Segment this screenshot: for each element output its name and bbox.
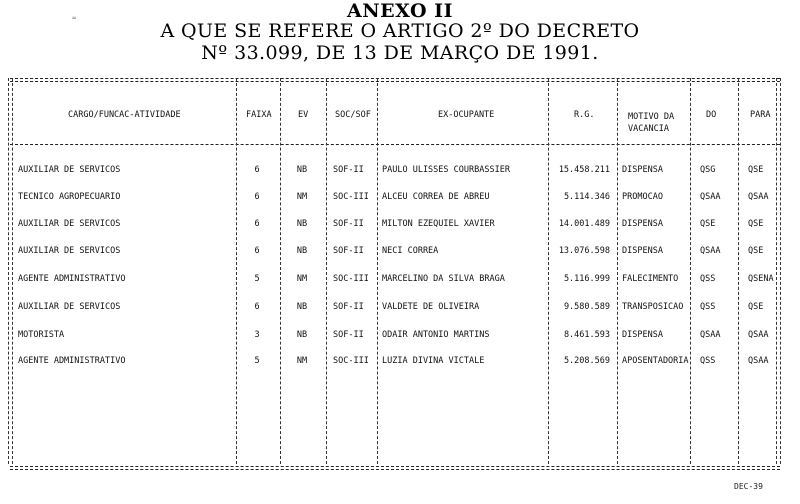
do-cell: QSS: [700, 356, 716, 366]
cargo-cell: MOTORISTA: [18, 330, 65, 340]
ex-ocupante-cell: LUZIA DIVINA VICTALE: [382, 356, 485, 366]
scan-mark: ≈: [72, 14, 77, 22]
table-row: [0, 165, 800, 179]
do-cell: QSAA: [700, 246, 721, 256]
table-bottom-border-inner: [10, 469, 780, 470]
table-row: [0, 330, 800, 344]
column-divider-para: [738, 78, 739, 464]
rg-cell: 5.116.999: [563, 274, 610, 284]
ex-ocupante-cell: PAULO ULISSES COURBASSIER: [382, 165, 510, 175]
motivo-cell: PROMOCAO: [622, 192, 663, 202]
header-do: DO: [706, 110, 717, 120]
column-divider-ev: [280, 78, 281, 464]
cargo-cell: AGENTE ADMINISTRATIVO: [18, 274, 126, 284]
ex-ocupante-cell: ODAIR ANTONIO MARTINS: [382, 330, 490, 340]
header-motivo: MOTIVO DA VACANCIA: [628, 112, 675, 134]
header-faixa: FAIXA: [246, 110, 272, 120]
ex-ocupante-cell: VALDETE DE OLIVEIRA: [382, 302, 480, 312]
table-row: [0, 219, 800, 233]
ev-cell: NM: [296, 274, 308, 284]
column-divider-soc: [326, 78, 327, 464]
header-rg: R.G.: [574, 110, 595, 120]
column-divider-faixa: [236, 78, 237, 464]
motivo-cell: APOSENTADORIA: [622, 356, 689, 366]
cargo-cell: TECNICO AGROPECUARIO: [18, 192, 121, 202]
column-divider-left: [8, 78, 13, 464]
table-bottom-border: [10, 466, 780, 467]
rg-cell: 5.114.346: [563, 192, 610, 202]
motivo-cell: TRANSPOSICAO: [622, 302, 684, 312]
header-ev: EV: [298, 110, 309, 120]
motivo-cell: DISPENSA: [622, 219, 663, 229]
ex-ocupante-cell: NECI CORREA: [382, 246, 439, 256]
table-top-border-inner: [10, 81, 780, 82]
header-cargo: CARGO/FUNCAC-ATIVIDADE: [68, 110, 181, 120]
annex-title: ANEXO II: [347, 0, 453, 22]
rg-cell: 15.458.211: [558, 165, 610, 175]
ev-cell: NB: [296, 219, 308, 229]
para-cell: QSAA: [748, 330, 769, 340]
header-ex-ocupante: EX-OCUPANTE: [438, 110, 495, 120]
ev-cell: NB: [296, 246, 308, 256]
motivo-cell: DISPENSA: [622, 246, 663, 256]
ev-cell: NB: [296, 165, 308, 175]
para-cell: QSENA: [748, 274, 774, 284]
ev-cell: NM: [296, 356, 308, 366]
rg-cell: 14.001.489: [558, 219, 610, 229]
cargo-cell: AGENTE ADMINISTRATIVO: [18, 356, 126, 366]
faixa-cell: 6: [254, 192, 260, 202]
soc-cell: SOF-II: [333, 219, 364, 229]
soc-cell: SOC-III: [333, 192, 369, 202]
motivo-cell: FALECIMENTO: [622, 274, 679, 284]
rg-cell: 13.076.598: [558, 246, 610, 256]
annex-subtitle: A QUE SE REFERE O ARTIGO 2º DO DECRETO: [160, 20, 640, 42]
document-code: DEC-39: [734, 482, 763, 491]
table-row: [0, 192, 800, 206]
do-cell: QSS: [700, 274, 716, 284]
soc-cell: SOF-II: [333, 330, 364, 340]
column-divider-do: [690, 78, 691, 464]
decree-reference: Nº 33.099, DE 13 DE MARÇO DE 1991.: [201, 42, 599, 64]
cargo-cell: AUXILIAR DE SERVICOS: [18, 302, 121, 312]
soc-cell: SOF-II: [333, 165, 364, 175]
table-row: [0, 274, 800, 288]
para-cell: QSE: [748, 302, 764, 312]
column-divider-rg: [548, 78, 549, 464]
ev-cell: NB: [296, 330, 308, 340]
table-top-border: [10, 78, 780, 79]
column-divider-right: [776, 78, 781, 464]
para-cell: QSAA: [748, 192, 769, 202]
ev-cell: NB: [296, 302, 308, 312]
table-row: [0, 302, 800, 316]
do-cell: QSG: [700, 165, 716, 175]
soc-cell: SOF-II: [333, 246, 364, 256]
ev-cell: NM: [296, 192, 308, 202]
do-cell: QSAA: [700, 192, 721, 202]
column-divider-motivo: [617, 78, 618, 464]
ex-ocupante-cell: ALCEU CORREA DE ABREU: [382, 192, 490, 202]
motivo-cell: DISPENSA: [622, 330, 663, 340]
rg-cell: 9.580.589: [563, 302, 610, 312]
motivo-cell: DISPENSA: [622, 165, 663, 175]
ex-ocupante-cell: MARCELINO DA SILVA BRAGA: [382, 274, 505, 284]
soc-cell: SOC-III: [333, 274, 369, 284]
para-cell: QSE: [748, 246, 764, 256]
faixa-cell: 6: [254, 246, 260, 256]
do-cell: QSAA: [700, 330, 721, 340]
header-para: PARA: [750, 110, 771, 120]
cargo-cell: AUXILIAR DE SERVICOS: [18, 165, 121, 175]
cargo-cell: AUXILIAR DE SERVICOS: [18, 219, 121, 229]
faixa-cell: 6: [254, 302, 260, 312]
para-cell: QSE: [748, 219, 764, 229]
para-cell: QSE: [748, 165, 764, 175]
cargo-cell: AUXILIAR DE SERVICOS: [18, 246, 121, 256]
soc-cell: SOC-III: [333, 356, 369, 366]
faixa-cell: 3: [254, 330, 260, 340]
faixa-cell: 6: [254, 219, 260, 229]
table-row: [0, 356, 800, 370]
header-soc: SOC/SOF: [335, 110, 371, 120]
soc-cell: SOF-II: [333, 302, 364, 312]
do-cell: QSE: [700, 219, 716, 229]
faixa-cell: 6: [254, 165, 260, 175]
ex-ocupante-cell: MILTON EZEQUIEL XAVIER: [382, 219, 495, 229]
faixa-cell: 5: [254, 356, 260, 366]
rg-cell: 8.461.593: [563, 330, 610, 340]
rg-cell: 5.208.569: [563, 356, 610, 366]
faixa-cell: 5: [254, 274, 260, 284]
do-cell: QSS: [700, 302, 716, 312]
para-cell: QSAA: [748, 356, 769, 366]
column-divider-ex: [377, 78, 378, 464]
header-separator: [10, 144, 780, 145]
table-row: [0, 246, 800, 260]
